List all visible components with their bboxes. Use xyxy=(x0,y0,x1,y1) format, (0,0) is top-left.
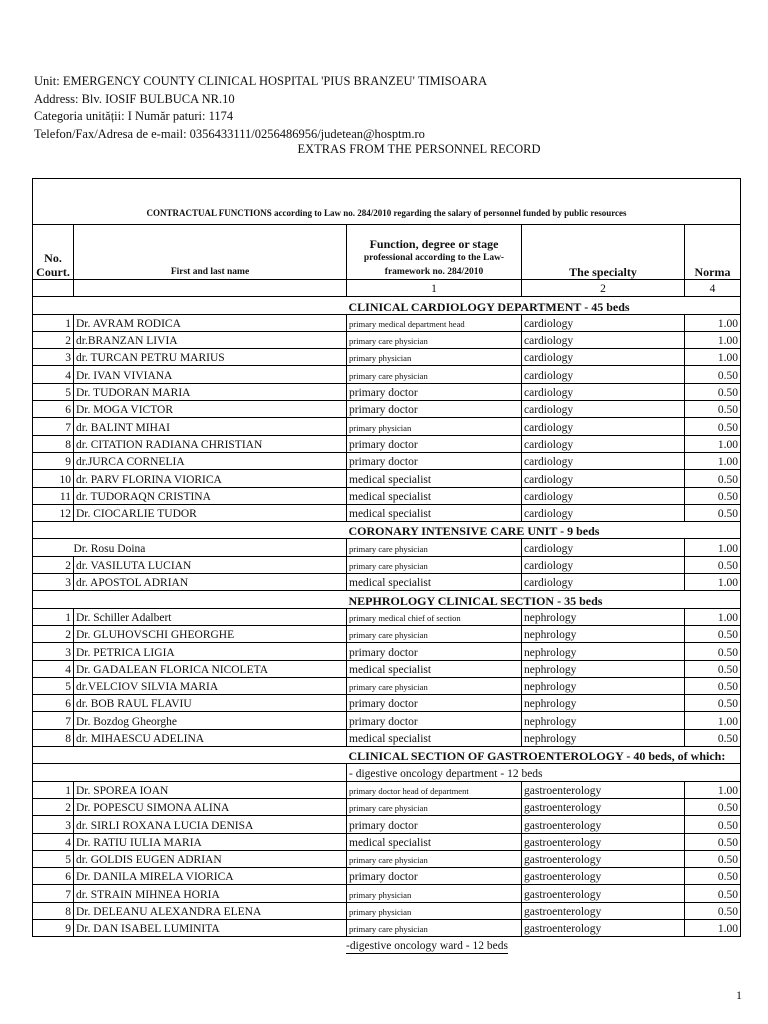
column-header-norm: Norma xyxy=(685,225,741,280)
name-cell: dr. TUDORAQN CRISTINA xyxy=(74,487,347,504)
section-row xyxy=(33,591,741,608)
table-row xyxy=(33,816,741,833)
column-header-no-line2: Court. xyxy=(36,265,70,279)
row-number-cell: 2 xyxy=(33,556,74,573)
subsection-title: - digestive oncology department - 12 beds xyxy=(347,764,741,781)
specialty-cell: gastroenterology xyxy=(522,919,685,936)
name-cell: dr.JURCA CORNELIA xyxy=(74,452,347,469)
document-title: EXTRAS FROM THE PERSONNEL RECORD xyxy=(297,142,541,156)
column-header-function-line2: professional according to the Law- xyxy=(363,253,505,263)
name-cell: Dr. TUDORAN MARIA xyxy=(74,383,347,400)
specialty-cell: gastroenterology xyxy=(522,781,685,798)
row-number-cell: 8 xyxy=(33,729,74,746)
name-cell: dr. PARV FLORINA VIORICA xyxy=(74,470,347,487)
norm-cell: 0.50 xyxy=(685,487,741,504)
norm-cell: 0.50 xyxy=(685,885,741,902)
section-row xyxy=(33,522,741,539)
section-spacer xyxy=(33,522,347,539)
name-cell: Dr. GADALEAN FLORICA NICOLETA xyxy=(74,660,347,677)
function-cell: medical specialist xyxy=(347,833,522,850)
row-number-cell: 4 xyxy=(33,833,74,850)
specialty-cell: gastroenterology xyxy=(522,833,685,850)
name-cell: Dr. RATIU IULIA MARIA xyxy=(74,833,347,850)
function-cell: primary care physician xyxy=(347,331,522,348)
section-row xyxy=(33,747,741,764)
table-row xyxy=(33,331,741,348)
row-number-cell: 3 xyxy=(33,816,74,833)
function-cell: primary doctor xyxy=(347,435,522,452)
table-row xyxy=(33,401,741,418)
function-cell: primary care physician xyxy=(347,539,522,556)
name-cell: Dr. CIOCARLIE TUDOR xyxy=(74,504,347,521)
name-cell: dr. TURCAN PETRU MARIUS xyxy=(74,349,347,366)
row-number-cell: 8 xyxy=(33,435,74,452)
function-cell: medical specialist xyxy=(347,487,522,504)
function-cell: primary care physician xyxy=(347,366,522,383)
name-cell: Dr. POPESCU SIMONA ALINA xyxy=(74,798,347,815)
row-number-cell: 6 xyxy=(33,401,74,418)
row-number-cell: 3 xyxy=(33,574,74,591)
specialty-cell: gastroenterology xyxy=(522,798,685,815)
table-row xyxy=(33,470,741,487)
norm-cell: 0.50 xyxy=(685,383,741,400)
norm-cell: 0.50 xyxy=(685,418,741,435)
function-cell: primary medical department head xyxy=(347,314,522,331)
table-row xyxy=(33,539,741,556)
norm-cell: 1.00 xyxy=(685,331,741,348)
specialty-cell: nephrology xyxy=(522,712,685,729)
column-header-no-line1: No. xyxy=(44,251,62,265)
name-cell: Dr. MOGA VICTOR xyxy=(74,401,347,418)
table-row xyxy=(33,435,741,452)
name-cell: Dr. DELEANU ALEXANDRA ELENA xyxy=(74,902,347,919)
row-number-cell: 6 xyxy=(33,695,74,712)
function-cell: primary doctor xyxy=(347,695,522,712)
row-number-cell: 3 xyxy=(33,643,74,660)
norm-cell: 0.50 xyxy=(685,868,741,885)
function-cell: primary doctor xyxy=(347,816,522,833)
norm-cell: 0.50 xyxy=(685,556,741,573)
specialty-cell: gastroenterology xyxy=(522,885,685,902)
document-header xyxy=(34,73,487,143)
norm-cell: 0.50 xyxy=(685,470,741,487)
row-number-cell: 4 xyxy=(33,366,74,383)
unit-line: Unit: EMERGENCY COUNTY CLINICAL HOSPITAL 'PIUS BRANZEU' TIMISOARA xyxy=(34,74,488,88)
column-number-empty xyxy=(74,280,347,297)
row-number-cell: 12 xyxy=(33,504,74,521)
row-number-cell: 1 xyxy=(33,314,74,331)
name-cell: dr. BOB RAUL FLAVIU xyxy=(74,695,347,712)
section-spacer xyxy=(33,747,347,764)
norm-cell: 0.50 xyxy=(685,401,741,418)
specialty-cell: cardiology xyxy=(522,349,685,366)
table-row xyxy=(33,833,741,850)
contract-note: CONTRACTUAL FUNCTIONS according to Law no. 284/2010 regarding the salary of personnel funded by public resources xyxy=(33,179,741,225)
table-row xyxy=(33,418,741,435)
function-cell: primary physician xyxy=(347,885,522,902)
norm-cell: 1.00 xyxy=(685,435,741,452)
table-row xyxy=(33,383,741,400)
column-header-function-line3: framework no. 284/2010 xyxy=(384,267,484,277)
table-row xyxy=(33,868,741,885)
function-cell: primary care physician xyxy=(347,677,522,694)
column-number-function: 1 xyxy=(347,280,522,297)
norm-cell: 1.00 xyxy=(685,712,741,729)
specialty-cell: gastroenterology xyxy=(522,816,685,833)
function-cell: primary doctor xyxy=(347,868,522,885)
specialty-cell: cardiology xyxy=(522,470,685,487)
table-row xyxy=(33,314,741,331)
table-row xyxy=(33,625,741,642)
row-number-cell: 5 xyxy=(33,383,74,400)
column-number-empty xyxy=(33,280,74,297)
name-cell: Dr. Schiller Adalbert xyxy=(74,608,347,625)
function-cell: primary doctor xyxy=(347,643,522,660)
norm-cell: 1.00 xyxy=(685,314,741,331)
row-number-cell: 4 xyxy=(33,660,74,677)
table-row xyxy=(33,608,741,625)
specialty-cell: nephrology xyxy=(522,660,685,677)
norm-cell: 0.50 xyxy=(685,625,741,642)
row-number-cell: 2 xyxy=(33,331,74,348)
section-title: NEPHROLOGY CLINICAL SECTION - 35 beds xyxy=(347,591,741,608)
function-cell: primary care physician xyxy=(347,556,522,573)
row-number-cell: 11 xyxy=(33,487,74,504)
specialty-cell: cardiology xyxy=(522,539,685,556)
name-cell: Dr. PETRICA LIGIA xyxy=(74,643,347,660)
table-row xyxy=(33,781,741,798)
norm-cell: 0.50 xyxy=(685,850,741,867)
table-row xyxy=(33,677,741,694)
personnel-table xyxy=(32,178,741,937)
specialty-cell: cardiology xyxy=(522,314,685,331)
row-number-cell: 5 xyxy=(33,850,74,867)
function-cell: medical specialist xyxy=(347,729,522,746)
column-header-no xyxy=(33,225,74,280)
column-header-function-line1: Function, degree or stage xyxy=(369,237,499,251)
section-spacer xyxy=(33,297,347,314)
row-number-cell: 6 xyxy=(33,868,74,885)
name-cell: dr.VELCIOV SILVIA MARIA xyxy=(74,677,347,694)
function-cell: primary doctor xyxy=(347,712,522,729)
column-number-specialty: 2 xyxy=(522,280,685,297)
function-cell: primary doctor xyxy=(347,452,522,469)
row-number-cell: 8 xyxy=(33,902,74,919)
row-number-cell: 7 xyxy=(33,418,74,435)
table-row xyxy=(33,695,741,712)
specialty-cell: cardiology xyxy=(522,452,685,469)
name-cell: Dr. GLUHOVSCHI GHEORGHE xyxy=(74,625,347,642)
norm-cell: 0.50 xyxy=(685,833,741,850)
norm-cell: 0.50 xyxy=(685,695,741,712)
norm-cell: 0.50 xyxy=(685,504,741,521)
specialty-cell: cardiology xyxy=(522,366,685,383)
table-header-columns-row xyxy=(33,225,741,280)
norm-cell: 1.00 xyxy=(685,574,741,591)
function-cell: primary care physician xyxy=(347,625,522,642)
specialty-cell: cardiology xyxy=(522,504,685,521)
norm-cell: 0.50 xyxy=(685,677,741,694)
name-cell: dr. APOSTOL ADRIAN xyxy=(74,574,347,591)
subsection-spacer xyxy=(33,764,347,781)
row-number-cell: 3 xyxy=(33,349,74,366)
table-row xyxy=(33,660,741,677)
name-cell: dr. MIHAESCU ADELINA xyxy=(74,729,347,746)
norm-cell: 0.50 xyxy=(685,729,741,746)
norm-cell: 0.50 xyxy=(685,643,741,660)
contact-line: Telefon/Fax/Adresa de e-mail: 0356433111/0256486956/judetean@hosptm.ro xyxy=(34,126,425,141)
norm-cell: 0.50 xyxy=(685,902,741,919)
name-cell: Dr. AVRAM RODICA xyxy=(74,314,347,331)
name-cell: Dr. SPOREA IOAN xyxy=(74,781,347,798)
name-cell: Dr. DANILA MIRELA VIORICA xyxy=(74,868,347,885)
table-header-contract-row xyxy=(33,179,741,225)
specialty-cell: cardiology xyxy=(522,435,685,452)
table-row xyxy=(33,902,741,919)
specialty-cell: gastroenterology xyxy=(522,850,685,867)
row-number-cell: 1 xyxy=(33,608,74,625)
norm-cell: 0.50 xyxy=(685,660,741,677)
specialty-cell: nephrology xyxy=(522,677,685,694)
section-title: CLINICAL CARDIOLOGY DEPARTMENT - 45 beds xyxy=(347,297,741,314)
table-row xyxy=(33,919,741,936)
table-row xyxy=(33,729,741,746)
specialty-cell: cardiology xyxy=(522,574,685,591)
table-row xyxy=(33,556,741,573)
name-cell: Dr. DAN ISABEL LUMINITA xyxy=(74,919,347,936)
section-row xyxy=(33,297,741,314)
row-number-cell: 7 xyxy=(33,885,74,902)
norm-cell: 1.00 xyxy=(685,539,741,556)
section-title: CORONARY INTENSIVE CARE UNIT - 9 beds xyxy=(347,522,741,539)
table-row xyxy=(33,452,741,469)
function-cell: primary physician xyxy=(347,418,522,435)
norm-cell: 1.00 xyxy=(685,452,741,469)
column-header-function xyxy=(347,225,522,280)
specialty-cell: cardiology xyxy=(522,487,685,504)
specialty-cell: cardiology xyxy=(522,401,685,418)
specialty-cell: cardiology xyxy=(522,383,685,400)
function-cell: primary doctor xyxy=(347,401,522,418)
function-cell: primary care physician xyxy=(347,798,522,815)
norm-cell: 0.50 xyxy=(685,798,741,815)
page-number: 1 xyxy=(736,988,742,1002)
row-number-cell: 9 xyxy=(33,452,74,469)
section-title: CLINICAL SECTION OF GASTROENTEROLOGY - 40 beds, of which: xyxy=(347,747,741,764)
table-row xyxy=(33,487,741,504)
specialty-cell: nephrology xyxy=(522,643,685,660)
function-cell: medical specialist xyxy=(347,470,522,487)
row-number-cell: 2 xyxy=(33,798,74,815)
table-row xyxy=(33,798,741,815)
name-cell: dr. GOLDIS EUGEN ADRIAN xyxy=(74,850,347,867)
norm-cell: 1.00 xyxy=(685,608,741,625)
row-number-cell: 9 xyxy=(33,919,74,936)
subsection-row xyxy=(33,764,741,781)
table-row xyxy=(33,850,741,867)
row-number-cell: 2 xyxy=(33,625,74,642)
column-number-row xyxy=(33,280,741,297)
specialty-cell: nephrology xyxy=(522,695,685,712)
specialty-cell: gastroenterology xyxy=(522,902,685,919)
function-cell: primary care physician xyxy=(347,850,522,867)
table-row xyxy=(33,366,741,383)
specialty-cell: gastroenterology xyxy=(522,868,685,885)
name-cell: Dr. IVAN VIVIANA xyxy=(74,366,347,383)
name-cell: Dr. Bozdog Gheorghe xyxy=(74,712,347,729)
category-line: Categoria unității: I Număr paturi: 1174 xyxy=(34,109,234,124)
table-row xyxy=(33,885,741,902)
name-cell: dr. BALINT MIHAI xyxy=(74,418,347,435)
specialty-cell: cardiology xyxy=(522,331,685,348)
function-cell: primary doctor head of department xyxy=(347,781,522,798)
table-row xyxy=(33,504,741,521)
table-row xyxy=(33,643,741,660)
function-cell: primary doctor xyxy=(347,383,522,400)
specialty-cell: nephrology xyxy=(522,608,685,625)
column-header-specialty: The specialty xyxy=(522,225,685,280)
name-cell: dr. VASILUTA LUCIAN xyxy=(74,556,347,573)
row-number-cell: 1 xyxy=(33,781,74,798)
table-row xyxy=(33,712,741,729)
name-cell: dr.BRANZAN LIVIA xyxy=(74,331,347,348)
row-number-cell: 10 xyxy=(33,470,74,487)
name-cell: dr. CITATION RADIANA CHRISTIAN xyxy=(74,435,347,452)
name-cell: dr. STRAIN MIHNEA HORIA xyxy=(74,885,347,902)
function-cell: primary medical chief of section xyxy=(347,608,522,625)
table-row xyxy=(33,349,741,366)
column-header-name: First and last name xyxy=(74,225,347,280)
specialty-cell: nephrology xyxy=(522,625,685,642)
function-cell: primary physician xyxy=(347,349,522,366)
norm-cell: 0.50 xyxy=(685,816,741,833)
row-number-cell xyxy=(33,539,74,556)
function-cell: medical specialist xyxy=(347,504,522,521)
specialty-cell: cardiology xyxy=(522,418,685,435)
specialty-cell: nephrology xyxy=(522,729,685,746)
function-cell: primary care physician xyxy=(347,919,522,936)
column-number-norm: 4 xyxy=(685,280,741,297)
name-cell: dr. SIRLI ROXANA LUCIA DENISA xyxy=(74,816,347,833)
row-number-cell: 5 xyxy=(33,677,74,694)
specialty-cell: cardiology xyxy=(522,556,685,573)
norm-cell: 1.00 xyxy=(685,349,741,366)
address-line: Address: Blv. IOSIF BULBUCA NR.10 xyxy=(34,91,235,106)
norm-cell: 1.00 xyxy=(685,781,741,798)
section-spacer xyxy=(33,591,347,608)
norm-cell: 1.00 xyxy=(685,919,741,936)
function-cell: primary physician xyxy=(347,902,522,919)
name-cell: Dr. Rosu Doina xyxy=(74,539,347,556)
footer-ward-note: -digestive oncology ward - 12 beds xyxy=(346,940,508,952)
table-row xyxy=(33,574,741,591)
function-cell: medical specialist xyxy=(347,574,522,591)
function-cell: medical specialist xyxy=(347,660,522,677)
row-number-cell: 7 xyxy=(33,712,74,729)
norm-cell: 0.50 xyxy=(685,366,741,383)
